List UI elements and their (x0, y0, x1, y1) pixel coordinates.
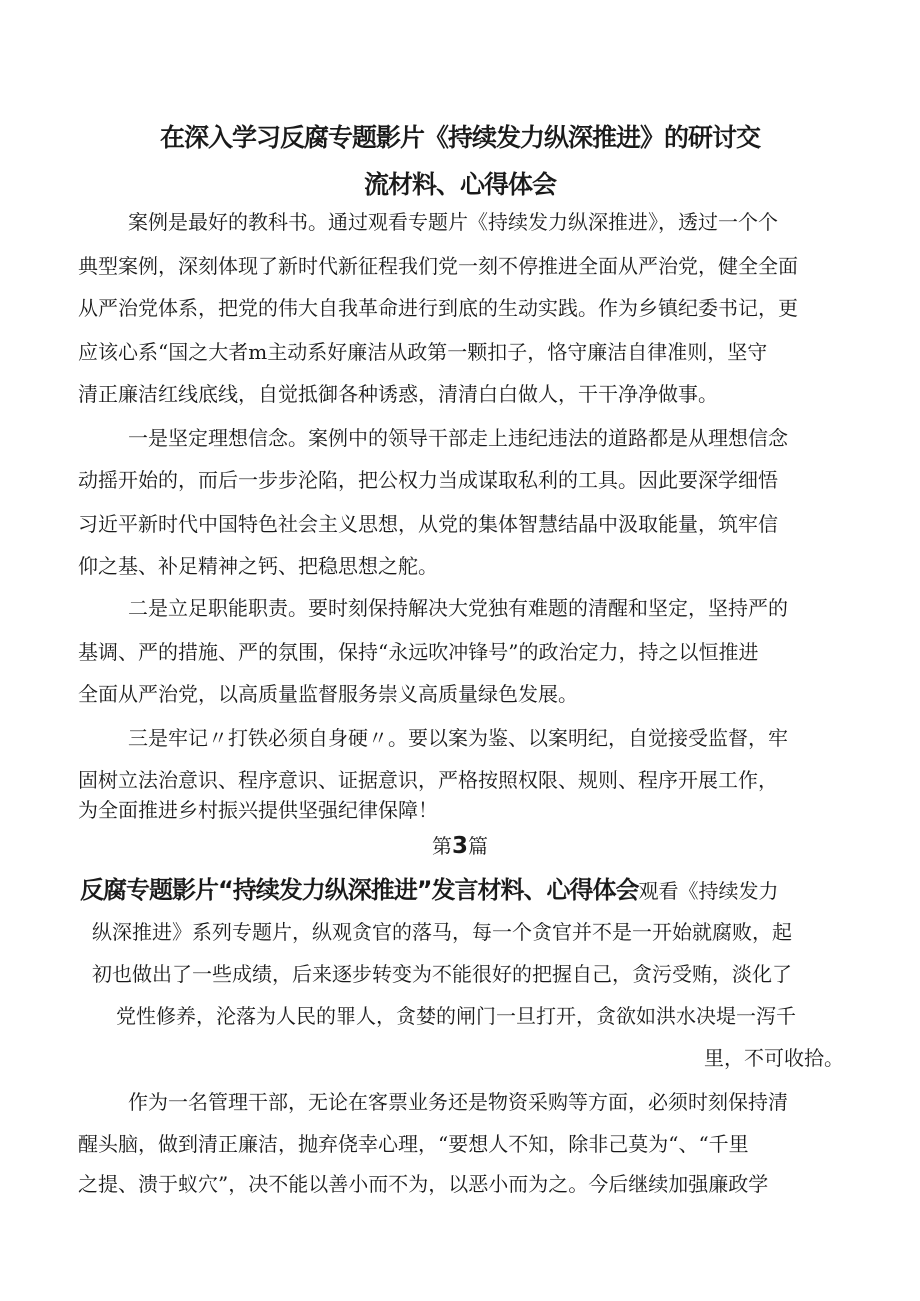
paragraph-line: 仰之基、补足精神之钙、把稳思想之舵。 (78, 554, 438, 578)
paragraph-line: 习近平新时代中国特色社会主义思想，从党的集体智慧结晶中汲取能量，筑牢信 (78, 512, 778, 536)
paragraph-line: 一是坚定理想信念。案例中的领导干部走上违纪违法的道路都是从理想信念 (128, 426, 788, 450)
paragraph-line: 基调、严的措施、严的氛围，保持“永远吹冲锋号”的政治定力，持之以恒推进 (78, 640, 759, 664)
paragraph-line: 全面从严治党，以高质量监督服务崇义高质量绿色发展。 (78, 682, 578, 706)
paragraph-line: 党性修养，沦落为人民的罪人，贪婪的闸门一旦打开，贪欲如洪水决堤一泻千 (116, 1004, 796, 1028)
paragraph-line: 应该心系“国之大者m主动系好廉洁从政第一颗扣子，恪守廉洁自律准则，坚守 (78, 340, 768, 364)
paragraph-line: 三是牢记〃打铁必须自身硬〃。要以案为鉴、以案明纪，自觉接受监督，牢 (128, 726, 788, 750)
paragraph-line: 固树立法治意识、程序意识、证据意识，严格按照权限、规则、程序开展工作， (78, 768, 778, 792)
paragraph-line: 纵深推进》系列专题片，纵观贪官的落马，每一个贪官并不是一开始就腐败，起 (92, 920, 792, 944)
paragraph-line: 案例是最好的教科书。通过观看专题片《持续发力纵深推进》，透过一个个 (128, 210, 778, 234)
section-suffix: 篇 (468, 834, 488, 858)
document-title-line-2: 流材料、心得体会 (363, 170, 556, 199)
paragraph-line: 典型案例，深刻体现了新时代新征程我们党一刻不停推进全面从严治党，健全全面 (78, 254, 798, 278)
paragraph-line: 里，不可收拾。 (704, 1046, 844, 1070)
section-prefix: 第 (431, 834, 452, 858)
second-heading-line (80, 872, 779, 909)
paragraph-line: 初也做出了一些成绩，后来逐步转变为不能很好的把握自己，贪污受贿，淡化了 (92, 962, 792, 986)
second-heading-tail: 观看《持续发力 (638, 879, 779, 903)
paragraph-line: 之提、溃于蚁穴”，决不能以善小而不为，以恶小而为之。今后继续加强廉政学 (78, 1172, 769, 1196)
second-heading: 反腐专题影片“持续发力纵深推进”发言材料、心得体会 (80, 876, 639, 904)
paragraph-line: 二是立足职能职责。要时刻保持解决大党独有难题的清醒和坚定，坚持严的 (128, 596, 788, 620)
paragraph-line: 从严治党体系，把党的伟大自我革命进行到底的生动实践。作为乡镇纪委书记，更 (78, 296, 798, 320)
document-title-line-1: 在深入学习反腐专题影片《持续发力纵深推进》的研讨交 (159, 123, 760, 152)
paragraph-line: 清正廉洁红线底线，自觉抵御各种诱惑，清清白白做人，干干净净做事。 (78, 382, 718, 406)
paragraph-line: 作为一名管理干部，无论在客票业务还是物资采购等方面，必须时刻保持清 (128, 1090, 788, 1114)
paragraph-line: 醒头脑，做到清正廉洁，抛弃侥幸心理，“要想人不知，除非己莫为“、“千里 (78, 1132, 749, 1156)
paragraph-line: 为全面推进乡村振兴提供坚强纪律保障！ (78, 798, 438, 822)
section-digit: 3 (451, 833, 468, 859)
paragraph-line: 动摇开始的，而后一步步沦陷，把公权力当成谋取私利的工具。因此要深学细悟 (78, 468, 778, 492)
section-number (0, 828, 920, 864)
